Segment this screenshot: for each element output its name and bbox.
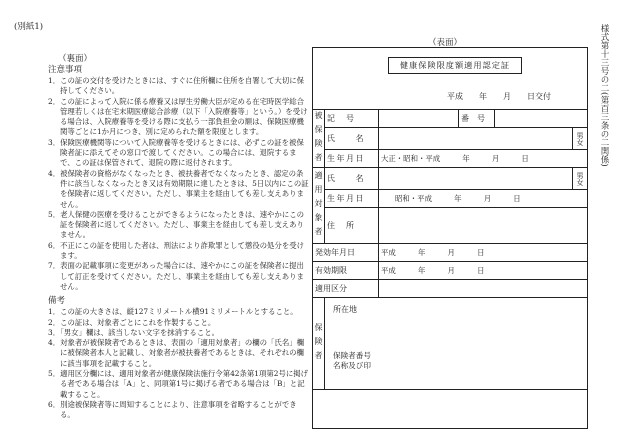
remark-item: 1．この証の大きさは、縦127ミリメートル横91ミリメートルとすること。: [48, 307, 298, 317]
applicant-label: 適用対象者: [313, 168, 325, 244]
applicant-name-field: [379, 168, 573, 190]
remark-item: 4．対象者が被保険者であるときは、表面の「適用対象者」の欄の「氏名」欄に被保険者本人と記載し、対象者が被扶養者であるときは、それぞれの欄に該当事項を記載すること。: [48, 338, 304, 368]
insured-name-field: [379, 128, 573, 150]
insurer-info: [325, 298, 588, 390]
expiry-label: 有効期限: [313, 262, 379, 280]
certificate-grid: [312, 109, 588, 390]
notes-list: [48, 76, 310, 292]
remark-item: 6．別途被保険者等に周知することにより、注意事項を省略することができる。: [48, 399, 297, 420]
note-item: 7．表面の記載事項に変更があった場合には、速やかにこの証を保険者に提出して訂正を受けてください。ただし、事業主を経由しても差し支えありません。: [48, 261, 304, 291]
remarks-list: [48, 307, 310, 420]
applicant-name-label: 氏 名: [325, 168, 379, 190]
category-label: 適用区分: [313, 280, 379, 298]
insured-birth-label: 生年月日: [325, 150, 379, 168]
front-side-label: （表面）: [428, 38, 463, 48]
certificate-title: 健康保険限度額適用認定証: [388, 57, 522, 74]
applicant-birth-label: 生年月日: [325, 190, 379, 208]
issue-date: 平成 年 月 日交付: [447, 92, 551, 101]
number-field: [495, 110, 588, 128]
expiry-field: 平成 年 月 日: [379, 262, 588, 280]
insurer-label: 保険者: [313, 298, 325, 390]
remark-item: 2．この証は、対象者ごとにこれを作製すること。: [48, 317, 216, 327]
category-field: [379, 280, 588, 298]
note-item: 5．老人保健の医療を受けることができるようになったときは、速やかにこの証を保険者に返してください。ただし、事業主を経由しても差し支えありません。: [48, 209, 304, 240]
address-field: [379, 208, 588, 244]
remark-item: 3．「男女」欄は、該当しない文字を抹消すること。: [48, 327, 219, 337]
note-item: 3．保険医療機関等について入院療養等を受けるときには、必ずこの証を被保険者証に添えてその窓口で渡してください。この場合には、退院するまで、この証は保管されて、退院の際に返付されます。: [48, 137, 304, 168]
effective-date-field: 平成 年 月 日: [379, 244, 588, 262]
note-item: 6．不正にこの証を使用した者は、刑法により詐欺罪として懲役の処分を受けます。: [48, 240, 304, 261]
number-label: 番 号: [459, 110, 495, 128]
remark-item: 5．適用区分欄には、適用対象者が健康保険法施行令第42条第1項第2号に掲げる者である場合は「A」と、同項第1号に掲げる者である場合は「B」と記載すること。: [48, 369, 309, 399]
effective-date-label: 発効年月日: [313, 244, 379, 262]
address-label: 住 所: [325, 208, 379, 244]
insured-name-label: 氏 名: [325, 128, 379, 150]
note-item: 4．被保険者の資格がなくなったとき、被扶養者でなくなったとき、認定の条件に該当しなくなったとき又は有効期限に達したときは、5日以内にこの証を保険者に返してください。ただし、事業主を経由しても差し支えありません。: [48, 168, 309, 209]
insurer-name-label: 名称及び印: [333, 361, 371, 370]
applicant-sex-field: 男女: [573, 168, 588, 190]
notes-section: [48, 63, 310, 421]
form-number-title: 様式第十三号の二(第百三条の二関係): [599, 24, 609, 167]
certificate-card: [312, 47, 588, 429]
symbol-field: [379, 110, 459, 128]
insured-sex-field: 男女: [573, 128, 588, 150]
symbol-label: 記 号: [325, 110, 379, 128]
remarks-heading: 備考: [48, 296, 66, 307]
note-item: 2．この証によって入院に係る療養又は厚生労働大臣が定める在宅時医学総合管理若しくは在宅末期医療総合診療（以下「入院療養等」という。）を受ける場合は、入院療養等を受ける際に支払う一部負担金の額は、保険医療機関等ごとに1か月につき、別に定められた額を限度とします。: [48, 96, 308, 137]
insured-birth-field: 大正・昭和・平成 年 月 日: [379, 150, 588, 168]
attachment-label: (別紙1): [14, 22, 44, 32]
note-item: 1．この証の交付を受けたときには、すぐに住所欄に住所を自署して大切に保持してください。: [48, 76, 304, 96]
insurer-location-label: 所在地: [333, 305, 357, 314]
applicant-birth-field: 昭和・平成 年 月 日: [379, 190, 588, 208]
notes-heading: 注意事項: [48, 65, 83, 75]
insured-label: 被保険者: [314, 110, 323, 167]
insurer-number-label: 保険者番号: [333, 351, 371, 360]
back-side-label: （裏面）: [58, 54, 93, 64]
